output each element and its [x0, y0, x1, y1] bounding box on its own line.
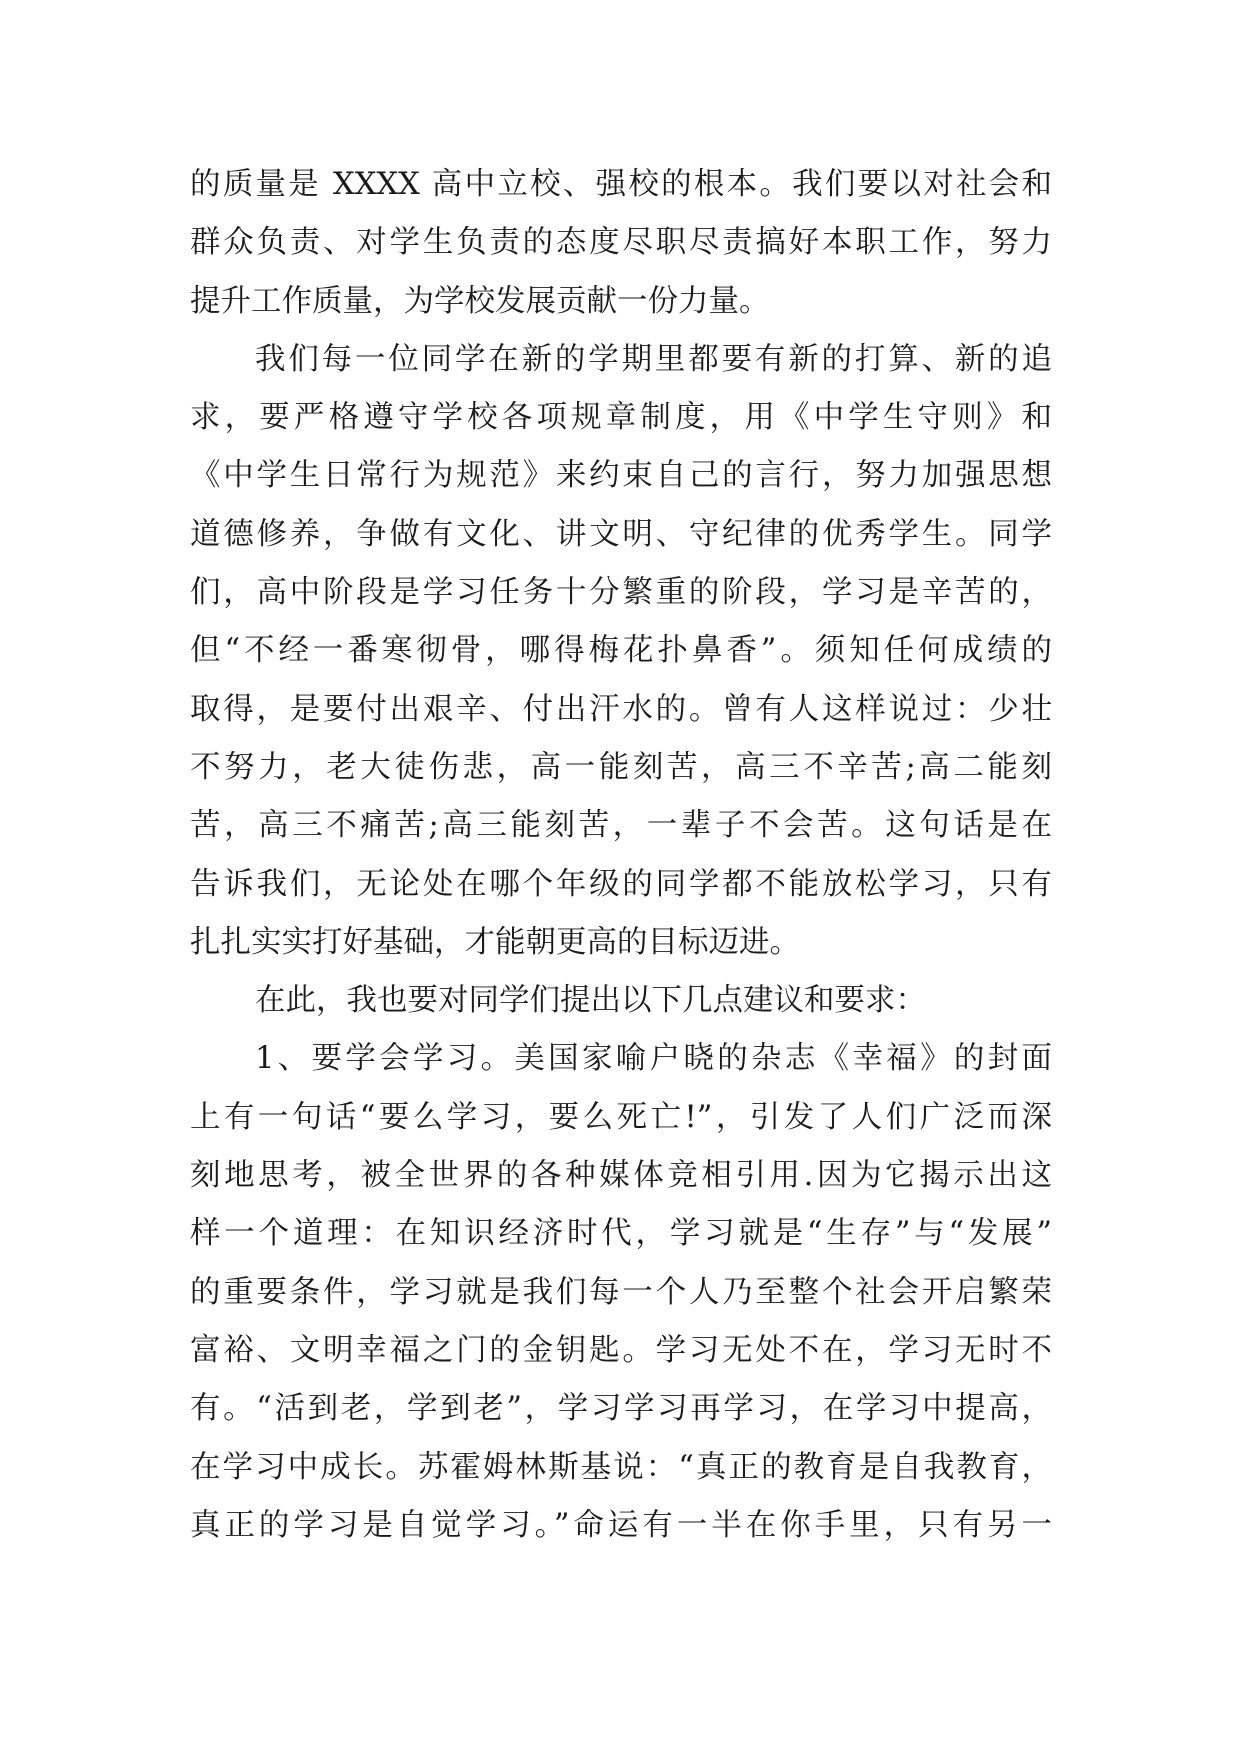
text-line: 在学习中成长。苏霍姆林斯基说：“真正的教育是自我教育， — [190, 1449, 1052, 1485]
text-line: 苦，高三不痛苦;高三能刻苦，一辈子不会苦。这句话是在 — [190, 808, 1052, 844]
text-line: 真正的学习是自觉学习。”命运有一半在你手里，只有另一 — [190, 1507, 1052, 1543]
text-line: 上有一句话“要么学习，要么死亡!”，引发了人们广泛而深 — [190, 1099, 1052, 1135]
text-line: 我们每一位同学在新的学期里都要有新的打算、新的追 — [255, 341, 1052, 377]
text-line: 刻地思考，被全世界的各种媒体竞相引用.因为它揭示出这 — [190, 1158, 1052, 1194]
document-body — [190, 156, 1052, 1555]
text-line: 的重要条件，学习就是我们每一个人乃至整个社会开启繁荣 — [190, 1274, 1052, 1310]
text-line: 扎扎实实打好基础，才能朝更高的目标迈进。 — [190, 924, 800, 960]
text-line: 富裕、文明幸福之门的金钥匙。学习无处不在，学习无时不 — [190, 1332, 1052, 1368]
text-line: 提升工作质量，为学校发展贡献一份力量。 — [190, 283, 770, 319]
text-line: 告诉我们，无论处在哪个年级的同学都不能放松学习，只有 — [190, 866, 1052, 902]
text-line: 群众负责、对学生负责的态度尽职尽责搞好本职工作，努力 — [190, 225, 1052, 261]
text-line: 不努力，老大徒伤悲，高一能刻苦，高三不辛苦;高二能刻 — [190, 749, 1052, 785]
text-line: 的质量是 XXXX 高中立校、强校的根本。我们要以对社会和 — [190, 167, 1052, 202]
text-line: 但“不经一番寒彻骨，哪得梅花扑鼻香”。须知任何成绩的 — [190, 633, 1052, 669]
text-line: 有。“活到老，学到老”，学习学习再学习，在学习中提高， — [190, 1391, 1052, 1427]
text-line: 求，要严格遵守学校各项规章制度，用《中学生守则》和 — [190, 400, 1052, 436]
text-line: 样一个道理：在知识经济时代，学习就是“生存”与“发展” — [190, 1216, 1052, 1252]
text-line: 1、要学会学习。美国家喻户晓的杂志《幸福》的封面 — [255, 1041, 1052, 1077]
text-line: 取得，是要付出艰辛、付出汗水的。曾有人这样说过：少壮 — [190, 691, 1052, 727]
text-line: 们，高中阶段是学习任务十分繁重的阶段，学习是辛苦的， — [190, 575, 1052, 611]
text-line: 在此，我也要对同学们提出以下几点建议和要求： — [255, 983, 926, 1019]
text-line: 道德修养，争做有文化、讲文明、守纪律的优秀学生。同学 — [190, 516, 1052, 552]
text-line: 《中学生日常行为规范》来约束自己的言行，努力加强思想 — [190, 458, 1052, 494]
